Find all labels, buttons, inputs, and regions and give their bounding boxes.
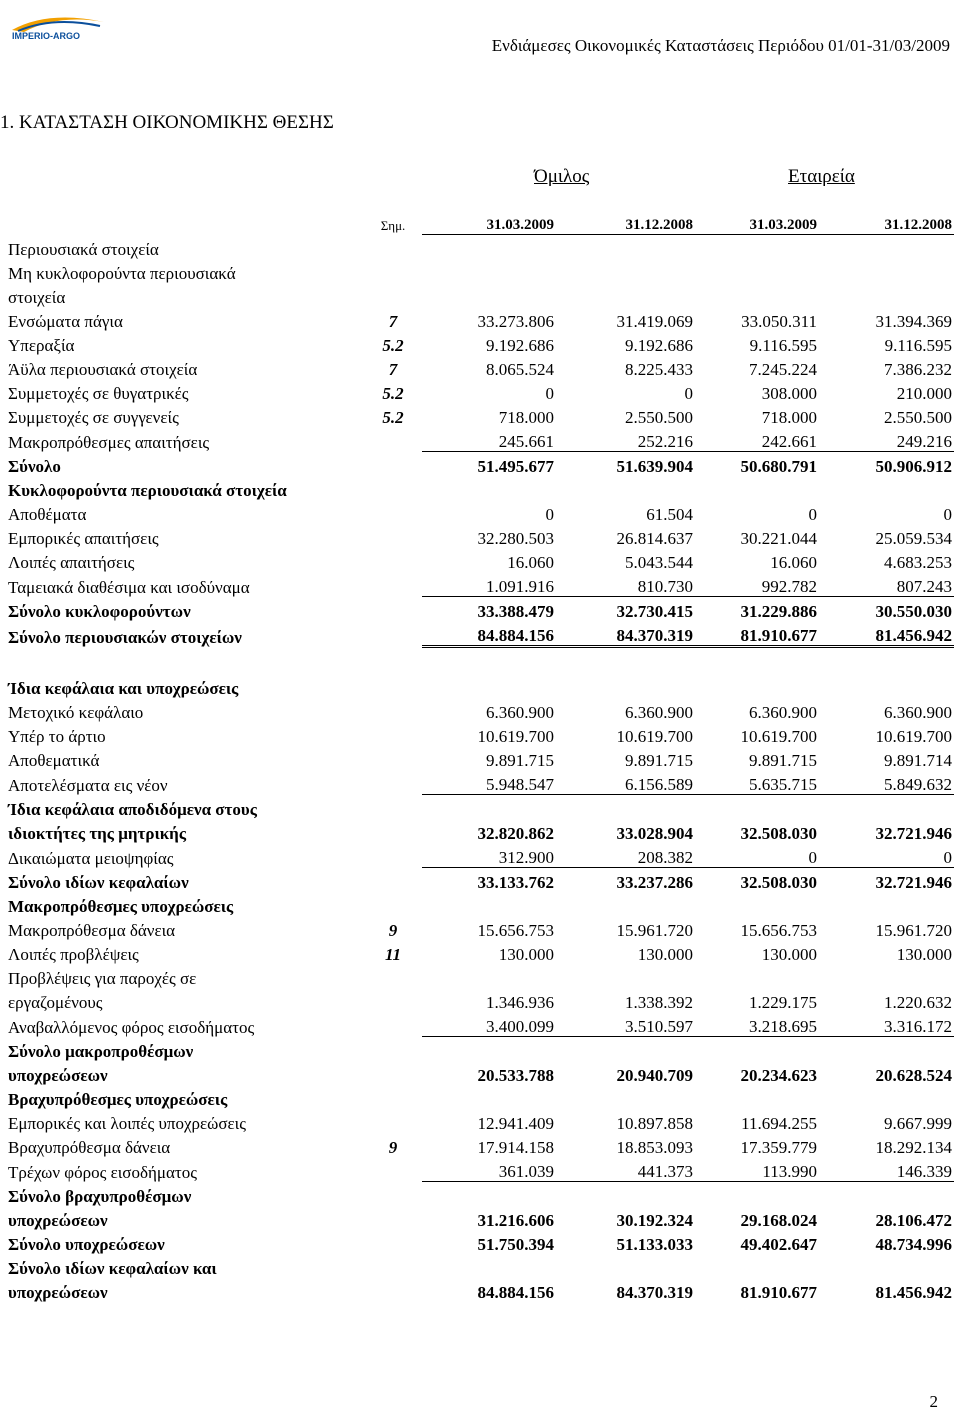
value-cell: 4.683.253	[884, 553, 952, 572]
value-cell: 25.059.534	[875, 529, 952, 548]
value-cell: 5.043.544	[625, 553, 693, 572]
value-cell: 10.619.700	[477, 727, 554, 746]
value-cell: 1.220.632	[884, 993, 952, 1012]
row-label: Σύνολο κυκλοφορούντων	[8, 602, 191, 621]
value-cell: 6.156.589	[556, 770, 695, 795]
table-row	[8, 524, 954, 548]
value-cell: 810.730	[556, 572, 695, 597]
value-cell: 2.550.500	[625, 408, 693, 427]
note-column-header: Σημ.	[380, 217, 406, 233]
value-cell: 252.216	[556, 427, 695, 452]
current-assets-heading: Κυκλοφορούντα περιουσιακά στοιχεία	[8, 481, 287, 500]
value-cell: 130.000	[896, 945, 952, 964]
note-ref: 9	[388, 1138, 398, 1157]
value-cell: 49.402.647	[740, 1235, 817, 1254]
note-ref: 7	[388, 360, 398, 379]
value-cell: 16.060	[507, 553, 554, 572]
note-ref: 11	[384, 945, 402, 964]
value-cell: 130.000	[637, 945, 693, 964]
note-ref: 7	[388, 312, 398, 331]
value-cell: 12.941.409	[477, 1114, 554, 1133]
column-header-row	[8, 210, 954, 235]
value-cell: 992.782	[695, 572, 819, 597]
table-row	[8, 1133, 954, 1157]
value-cell: 5.635.715	[695, 770, 819, 795]
table-row	[8, 403, 954, 427]
table-row	[8, 1109, 954, 1133]
value-cell: 0	[684, 384, 693, 403]
value-cell: 9.192.686	[625, 336, 693, 355]
row-label: Εμπορικές και λοιπές υποχρεώσεις	[8, 1114, 246, 1133]
page-number: 2	[929, 1392, 938, 1411]
value-cell: 18.292.134	[875, 1138, 952, 1157]
value-cell: 11.694.255	[741, 1114, 817, 1133]
value-cell: 84.370.319	[556, 621, 695, 647]
value-cell: 81.456.942	[875, 1283, 952, 1302]
table-row	[8, 331, 954, 355]
value-cell: 0	[545, 505, 554, 524]
value-cell: 9.192.686	[486, 336, 554, 355]
value-cell: 81.910.677	[695, 621, 819, 647]
value-cell: 50.906.912	[875, 457, 952, 476]
table-row	[8, 500, 954, 524]
value-cell: 718.000	[498, 408, 554, 427]
value-cell: 5.849.632	[819, 770, 954, 795]
row-label: Μακροπρόθεσμα δάνεια	[8, 921, 176, 940]
value-cell: 30.192.324	[616, 1211, 693, 1230]
value-cell: 7.386.232	[884, 360, 952, 379]
value-cell: 208.382	[556, 843, 695, 868]
total-row	[8, 452, 954, 477]
row-label: Σύνολο βραχυπροθέσμων	[8, 1187, 192, 1206]
value-cell: 361.039	[422, 1157, 556, 1182]
value-cell: 0	[808, 505, 817, 524]
value-cell: 48.734.996	[875, 1235, 952, 1254]
value-cell: 32.730.415	[616, 602, 693, 621]
value-cell: 441.373	[556, 1157, 695, 1182]
table-row	[8, 548, 954, 572]
col-header-3: 31.03.2009	[695, 210, 819, 235]
value-cell: 312.900	[422, 843, 556, 868]
value-cell: 3.400.099	[422, 1012, 556, 1037]
value-cell: 51.495.677	[477, 457, 554, 476]
shortterm-heading: Βραχυπρόθεσμες υποχρεώσεις	[8, 1090, 228, 1109]
note-ref: 9	[388, 921, 398, 940]
value-cell: 10.619.700	[616, 727, 693, 746]
row-label: Σύνολο υποχρεώσεων	[8, 1235, 165, 1254]
row-label: υποχρεώσεων	[8, 1066, 108, 1085]
col-header-4: 31.12.2008	[819, 210, 954, 235]
value-cell: 15.656.753	[740, 921, 817, 940]
value-cell: 33.388.479	[477, 602, 554, 621]
row-label: εργαζομένους	[8, 993, 103, 1012]
row-label: Αποτελέσματα εις νέον	[8, 775, 168, 795]
row-label: Λοιπές προβλέψεις	[8, 945, 139, 964]
value-cell: 1.346.936	[486, 993, 554, 1012]
value-cell: 807.243	[819, 572, 954, 597]
value-cell: 32.508.030	[740, 873, 817, 892]
value-cell: 6.360.900	[749, 703, 817, 722]
value-cell: 31.216.606	[477, 1211, 554, 1230]
row-label: Σύνολο μακροπροθέσμων	[8, 1042, 194, 1061]
row-label: ιδιοκτήτες της μητρικής	[8, 824, 186, 843]
value-cell: 84.884.156	[477, 1283, 554, 1302]
row-label: Μετοχικό κεφάλαιο	[8, 703, 144, 722]
total-row	[8, 868, 954, 893]
value-cell: 20.628.524	[875, 1066, 952, 1085]
value-cell: 32.820.862	[477, 824, 554, 843]
table-row	[8, 307, 954, 331]
assets-heading: Περιουσιακά στοιχεία	[8, 240, 159, 259]
value-cell: 81.910.677	[740, 1283, 817, 1302]
value-cell: 15.961.720	[875, 921, 952, 940]
table-row	[8, 988, 954, 1012]
value-cell: 33.273.806	[477, 312, 554, 331]
row-label: Μακροπρόθεσμες απαιτήσεις	[8, 432, 210, 452]
row-label: Ίδια κεφάλαια αποδιδόμενα στους	[8, 800, 257, 819]
row-label: υποχρεώσεων	[8, 1211, 108, 1230]
value-cell: 17.914.158	[477, 1138, 554, 1157]
grand-total-row	[8, 621, 954, 647]
table-row	[8, 427, 954, 452]
row-label: Αποθέματα	[8, 505, 87, 524]
value-cell: 3.218.695	[695, 1012, 819, 1037]
group-heading: Όμιλος	[534, 166, 590, 187]
value-cell: 30.221.044	[740, 529, 817, 548]
value-cell: 32.721.946	[875, 824, 952, 843]
value-cell: 10.619.700	[875, 727, 952, 746]
note-ref: 5.2	[382, 384, 404, 403]
equity-liabilities-heading: Ίδια κεφάλαια και υποχρεώσεις	[8, 679, 239, 698]
value-cell: 3.510.597	[556, 1012, 695, 1037]
row-label: Ταμειακά διαθέσιμα και ισοδύναμα	[8, 577, 250, 597]
company-logo	[8, 8, 112, 42]
value-cell: 26.814.637	[616, 529, 693, 548]
value-cell: 249.216	[819, 427, 954, 452]
value-cell: 84.370.319	[616, 1283, 693, 1302]
value-cell: 20.940.709	[616, 1066, 693, 1085]
value-cell: 0	[943, 505, 952, 524]
value-cell: 9.891.714	[884, 751, 952, 770]
row-label: Σύνολο περιουσιακών στοιχείων	[8, 627, 242, 647]
value-cell: 51.639.904	[616, 457, 693, 476]
value-cell: 16.060	[770, 553, 817, 572]
value-cell: 18.853.093	[616, 1138, 693, 1157]
value-cell: 146.339	[819, 1157, 954, 1182]
value-cell: 6.360.900	[884, 703, 952, 722]
value-cell: 20.234.623	[740, 1066, 817, 1085]
value-cell: 2.550.500	[884, 408, 952, 427]
note-ref	[364, 427, 422, 452]
noncurrent-heading-1: Μη κυκλοφορούντα περιουσιακά	[8, 264, 236, 283]
row-label: Άϋλα περιουσιακά στοιχεία	[8, 360, 198, 379]
row-label: υποχρεώσεων	[8, 1283, 108, 1302]
value-cell: 0	[695, 843, 819, 868]
table-row	[8, 843, 954, 868]
value-cell: 718.000	[761, 408, 817, 427]
row-label: Αναβαλλόμενος φόρος εισοδήματος	[8, 1017, 255, 1037]
value-cell: 9.667.999	[884, 1114, 952, 1133]
value-cell: 9.116.595	[749, 336, 817, 355]
row-label: Ενσώματα πάγια	[8, 312, 123, 331]
note-ref: 5.2	[382, 408, 404, 427]
logo-text: IMPERIO-ARGO	[12, 31, 81, 41]
value-cell: 0	[819, 843, 954, 868]
value-cell: 308.000	[761, 384, 817, 403]
financial-position-table	[8, 210, 954, 1302]
value-cell: 33.133.762	[477, 873, 554, 892]
col-header-1: 31.03.2009	[422, 210, 556, 235]
note-ref: 5.2	[382, 336, 404, 355]
grand-total-row	[8, 1278, 954, 1302]
table-row	[8, 1012, 954, 1037]
col-header-2: 31.12.2008	[556, 210, 695, 235]
value-cell: 33.237.286	[616, 873, 693, 892]
value-cell: 10.897.858	[616, 1114, 693, 1133]
table-row	[8, 746, 954, 770]
value-cell: 245.661	[422, 427, 556, 452]
value-cell: 32.721.946	[875, 873, 952, 892]
table-row	[8, 379, 954, 403]
row-label: Υπέρ το άρτιο	[8, 727, 106, 746]
row-label: Σύνολο	[8, 457, 61, 476]
document-header-title: Ενδιάμεσες Οικονομικές Καταστάσεις Περιόδου 01/01-31/03/2009	[491, 36, 950, 55]
value-cell: 130.000	[498, 945, 554, 964]
table-row	[8, 1157, 954, 1182]
noncurrent-heading-2: στοιχεία	[8, 288, 66, 307]
value-cell: 1.338.392	[625, 993, 693, 1012]
total-row	[8, 1206, 954, 1230]
value-cell: 31.419.069	[616, 312, 693, 331]
value-cell: 9.891.715	[625, 751, 693, 770]
table-row	[8, 916, 954, 940]
table-row	[8, 572, 954, 597]
row-label: Προβλέψεις για παροχές σε	[8, 969, 197, 988]
row-label: Συμμετοχές σε συγγενείς	[8, 408, 179, 427]
row-label: Σύνολο ιδίων κεφαλαίων	[8, 873, 189, 892]
value-cell: 1.091.916	[422, 572, 556, 597]
total-row	[8, 1061, 954, 1085]
value-cell: 210.000	[896, 384, 952, 403]
value-cell: 9.891.715	[486, 751, 554, 770]
value-cell: 31.229.886	[740, 602, 817, 621]
row-label: Αποθεματικά	[8, 751, 100, 770]
value-cell: 6.360.900	[625, 703, 693, 722]
value-cell: 51.133.033	[616, 1235, 693, 1254]
value-cell: 29.168.024	[740, 1211, 817, 1230]
value-cell: 9.116.595	[884, 336, 952, 355]
value-cell: 9.891.715	[749, 751, 817, 770]
value-cell: 7.245.224	[749, 360, 817, 379]
value-cell: 61.504	[646, 505, 693, 524]
value-cell: 8.065.524	[486, 360, 554, 379]
table-row	[8, 940, 954, 964]
value-cell: 17.359.779	[740, 1138, 817, 1157]
value-cell: 3.316.172	[819, 1012, 954, 1037]
table-row	[8, 770, 954, 795]
value-cell: 50.680.791	[740, 457, 817, 476]
table-row	[8, 722, 954, 746]
longterm-heading: Μακροπρόθεσμες υποχρεώσεις	[8, 897, 234, 916]
row-label: Συμμετοχές σε θυγατρικές	[8, 384, 189, 403]
value-cell: 33.028.904	[616, 824, 693, 843]
value-cell: 32.280.503	[477, 529, 554, 548]
value-cell: 0	[545, 384, 554, 403]
value-cell: 242.661	[695, 427, 819, 452]
row-label: Εμπορικές απαιτήσεις	[8, 529, 159, 548]
total-row	[8, 1230, 954, 1254]
value-cell: 28.106.472	[875, 1211, 952, 1230]
value-cell: 51.750.394	[477, 1235, 554, 1254]
row-label: Τρέχων φόρος εισοδήματος	[8, 1162, 197, 1182]
row-label: Δικαιώματα μειοψηφίας	[8, 848, 174, 868]
value-cell: 8.225.433	[625, 360, 693, 379]
row-label: Υπεραξία	[8, 336, 75, 355]
total-row	[8, 597, 954, 622]
value-cell: 1.229.175	[749, 993, 817, 1012]
section-title: 1. ΚΑΤΑΣΤΑΣΗ ΟΙΚΟΝΟΜΙΚΗΣ ΘΕΣΗΣ	[0, 112, 334, 133]
value-cell: 81.456.942	[819, 621, 954, 647]
value-cell: 32.508.030	[740, 824, 817, 843]
value-cell: 10.619.700	[740, 727, 817, 746]
value-cell: 6.360.900	[486, 703, 554, 722]
value-cell: 113.990	[695, 1157, 819, 1182]
value-cell: 20.533.788	[477, 1066, 554, 1085]
value-cell: 15.656.753	[477, 921, 554, 940]
value-cell: 84.884.156	[422, 621, 556, 647]
value-cell: 31.394.369	[875, 312, 952, 331]
value-cell: 15.961.720	[616, 921, 693, 940]
row-label: Σύνολο ιδίων κεφαλαίων και	[8, 1259, 217, 1278]
table-row	[8, 355, 954, 379]
value-cell: 5.948.547	[422, 770, 556, 795]
value-cell: 130.000	[761, 945, 817, 964]
company-heading: Εταιρεία	[788, 166, 855, 187]
value-cell: 33.050.311	[741, 312, 817, 331]
row-label: Βραχυπρόθεσμα δάνεια	[8, 1138, 171, 1157]
total-row	[8, 819, 954, 843]
row-label: Λοιπές απαιτήσεις	[8, 553, 135, 572]
value-cell: 30.550.030	[875, 602, 952, 621]
table-row	[8, 698, 954, 722]
